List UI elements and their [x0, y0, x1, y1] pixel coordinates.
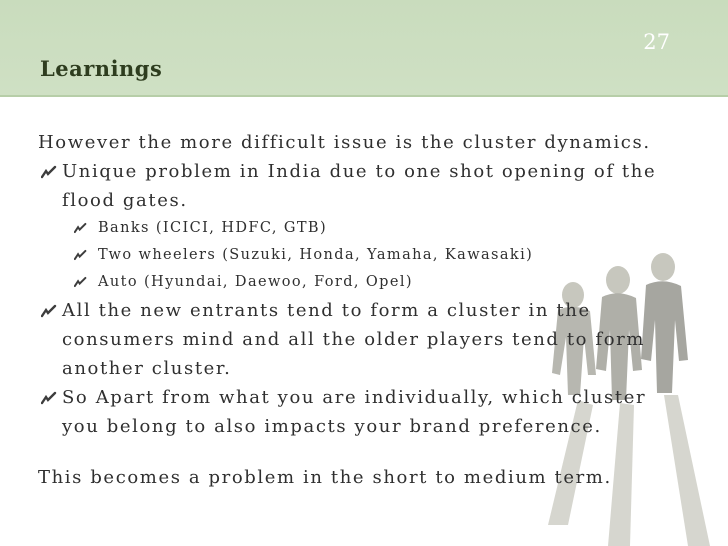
sub-bullet-item [38, 215, 683, 242]
bullet-text: Unique problem in India due to one shot opening of the flood gates. [62, 161, 657, 211]
sub-bullet-item [38, 242, 683, 269]
swoosh-bullet-icon [74, 222, 87, 234]
bullet-text: So Apart from what you are individually, which cluster you belong to also impacts your brand preference. [62, 387, 647, 437]
sub-bullet-text: Banks (ICICI, HDFC, GTB) [98, 220, 328, 236]
swoosh-bullet-icon [41, 391, 57, 405]
swoosh-bullet-icon [41, 165, 57, 179]
bullet-item [38, 296, 683, 383]
slide-number: 27 [643, 30, 670, 54]
swoosh-bullet-icon [74, 249, 87, 261]
sub-bullet-text: Auto (Hyundai, Daewoo, Ford, Opel) [98, 274, 413, 290]
slide-title: Learnings [40, 56, 163, 81]
bullet-text: All the new entrants tend to form a cluster in the consumers mind and all the older players tend to form another cluster. [62, 300, 645, 379]
intro-text: However the more difficult issue is the cluster dynamics. [38, 132, 651, 153]
bullet-item [38, 383, 683, 441]
spacer [38, 441, 683, 463]
conclusion-text: This becomes a problem in the short to medium term. [38, 467, 612, 488]
slide-body [38, 128, 683, 492]
swoosh-bullet-icon [41, 304, 57, 318]
bullet-item [38, 157, 683, 215]
swoosh-bullet-icon [74, 276, 87, 288]
sub-bullet-text: Two wheelers (Suzuki, Honda, Yamaha, Kawasaki) [98, 247, 534, 263]
sub-bullet-item [38, 269, 683, 296]
header-divider [0, 95, 728, 97]
